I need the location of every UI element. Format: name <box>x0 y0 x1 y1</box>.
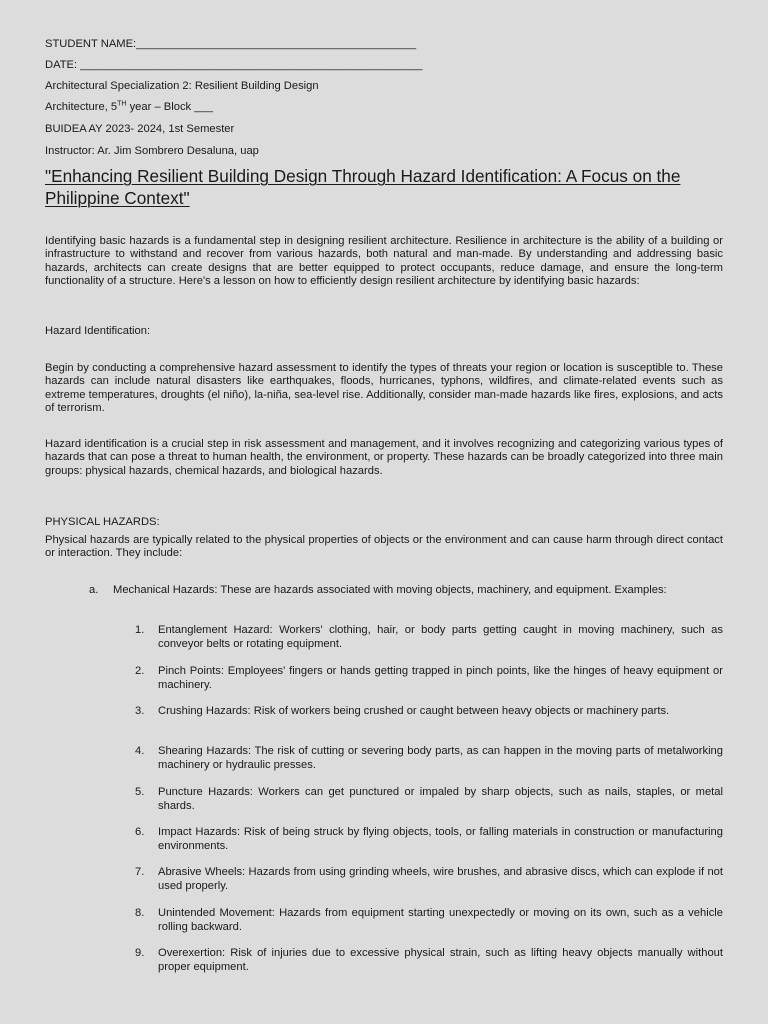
year-suffix: year – Block ___ <box>126 101 213 113</box>
list-item <box>135 826 723 853</box>
hazard-identification-heading: Hazard Identification: <box>45 325 151 337</box>
list-item <box>135 705 723 719</box>
list-item <box>135 907 723 934</box>
list-number: 7. <box>135 866 145 878</box>
list-item-text: Shearing Hazards: The risk of cutting or severing body parts, as can happen in the moving parts of metalworking machinery or hydraulic presses. <box>158 745 723 771</box>
list-item <box>135 786 723 813</box>
assessment-paragraph: Begin by conducting a comprehensive hazard assessment to identify the types of threats your region or location is susceptible to. These hazards can include natural disasters like earthquakes, floods, hurricanes, typhons, wildfires, and climate-related events such as extreme temperatures, droughts (el niño), la-niña, sea-level rise. Additionally, consider man-made hazards like fires, explosions, and acts of terrorism. <box>45 362 723 415</box>
list-number: 2. <box>135 665 145 677</box>
list-item <box>135 624 723 651</box>
list-item-text: Puncture Hazards: Workers can get punctured or impaled by sharp objects, such as nails, staples, or metal shards. <box>158 786 723 812</box>
term-line: BUIDEA AY 2023- 2024, 1st Semester <box>45 123 235 135</box>
document-page <box>45 0 723 1024</box>
year-prefix: Architecture, 5 <box>45 101 118 113</box>
year-superscript: TH <box>117 100 127 108</box>
list-number: 5. <box>135 786 145 798</box>
list-item-text: Unintended Movement: Hazards from equipment starting unexpectedly or moving on its own, such as a vehicle rolling backward. <box>158 907 723 933</box>
list-marker: a. <box>89 584 99 596</box>
student-name-line: STUDENT NAME:_____________________________________________ <box>45 38 417 50</box>
identification-paragraph: Hazard identification is a crucial step in risk assessment and management, and it involves recognizing and categorizing various types of hazards that can pose a threat to human health, the environment, or property. These hazards can be broadly categorized into three main groups: physical hazards, chemical hazards, and biological hazards. <box>45 438 723 477</box>
list-number: 9. <box>135 947 145 959</box>
list-item <box>135 947 723 974</box>
instructor-line: Instructor: Ar. Jim Sombrero Desaluna, uap <box>45 145 259 157</box>
mechanical-hazards-item <box>89 584 723 597</box>
list-item-text: Abrasive Wheels: Hazards from using grinding wheels, wire brushes, and abrasive discs, which can explode if not used properly. <box>158 866 723 892</box>
list-item <box>135 866 723 893</box>
list-number: 3. <box>135 705 145 717</box>
list-item-text: Overexertion: Risk of injuries due to excessive physical strain, such as lifting heavy objects manually without proper equipment. <box>158 947 723 973</box>
list-number: 4. <box>135 745 145 757</box>
list-item-text: Entanglement Hazard: Workers' clothing, hair, or body parts getting caught in moving machinery, such as conveyor belts or rotating equipment. <box>158 624 723 650</box>
physical-hazards-heading: PHYSICAL HAZARDS: <box>45 516 160 528</box>
physical-hazards-intro: Physical hazards are typically related to the physical properties of objects or the environment and can cause harm through direct contact or interaction. They include: <box>45 534 723 560</box>
list-item-text: Crushing Hazards: Risk of workers being crushed or caught between heavy objects or machinery parts. <box>158 705 670 717</box>
course-line: Architectural Specialization 2: Resilient Building Design <box>45 80 319 92</box>
intro-paragraph: Identifying basic hazards is a fundamental step in designing resilient architecture. Resilience in architecture is the ability of a building or infrastructure to withstand and recover from various hazards, both natural and man-made. By understanding and addressing basic hazards, architects can create designs that are better equipped to protect occupants, reduce damage, and ensure the long-term functionality of a structure. Here's a lesson on how to efficiently design resilient architecture by identifying basic hazards: <box>45 235 723 288</box>
list-item-text: Pinch Points: Employees' fingers or hands getting trapped in pinch points, like the hinges of heavy equipment or machinery. <box>158 665 723 691</box>
list-item-text: Impact Hazards: Risk of being struck by flying objects, tools, or falling materials in construction or manufacturing environments. <box>158 826 723 852</box>
list-number: 8. <box>135 907 145 919</box>
list-number: 6. <box>135 826 145 838</box>
date-line: DATE: _______________________________________________________ <box>45 59 423 71</box>
list-item-text: Mechanical Hazards: These are hazards associated with moving objects, machinery, and equipment. Examples: <box>113 584 667 596</box>
list-number: 1. <box>135 624 145 636</box>
year-block-line <box>45 100 213 114</box>
list-item <box>135 745 723 772</box>
document-title: "Enhancing Resilient Building Design Through Hazard Identification: A Focus on the Philippine Context" <box>45 166 681 208</box>
list-item <box>135 665 723 692</box>
